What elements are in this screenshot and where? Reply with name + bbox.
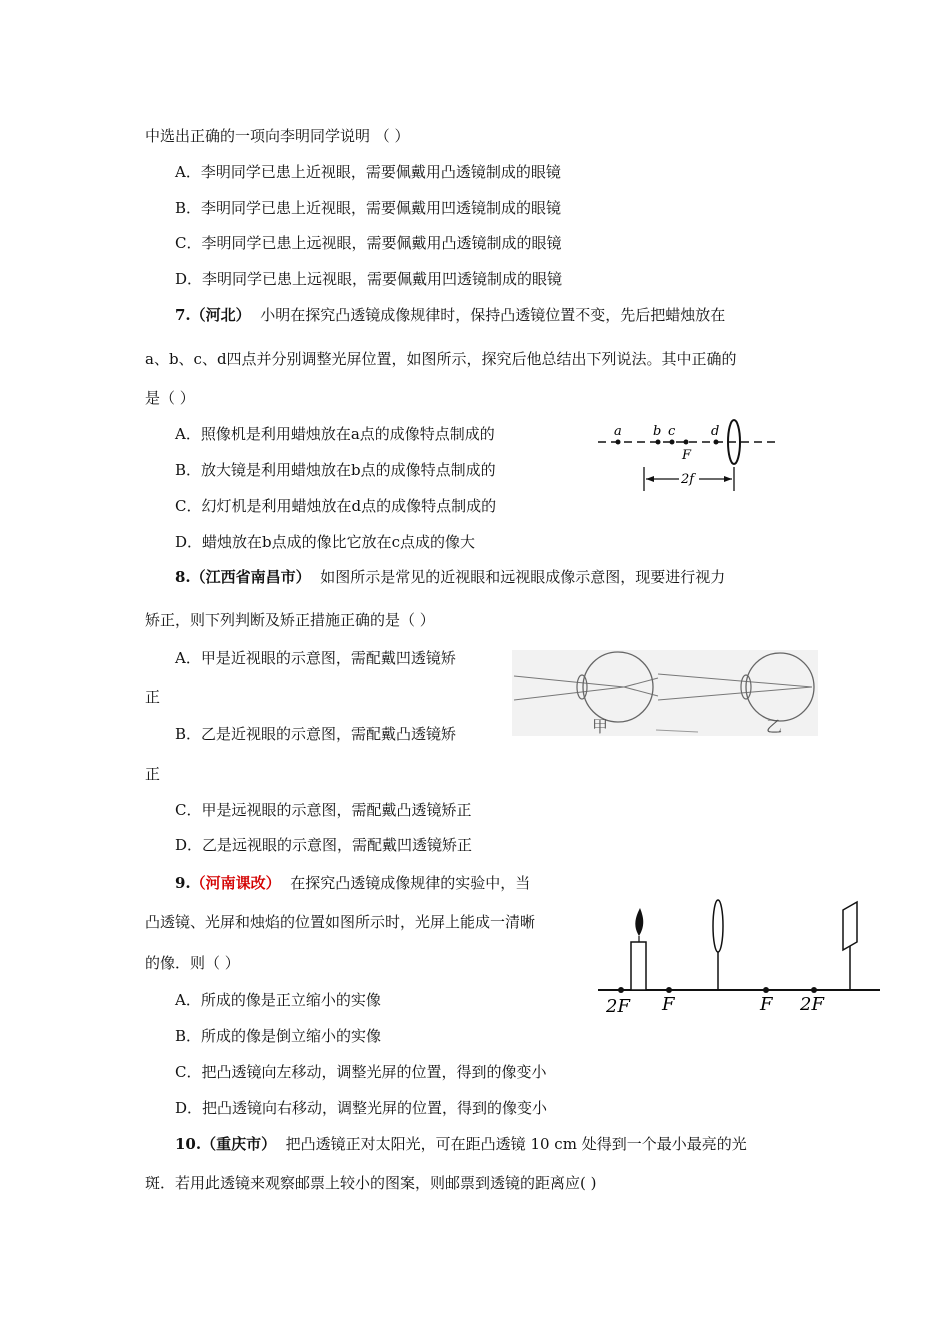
q7-stem-line3: 是（ ）	[145, 389, 195, 407]
q10-stem-line1	[175, 1134, 747, 1154]
q9-screen	[843, 902, 857, 950]
q7-point-b-dot	[656, 440, 661, 445]
q6-option-d: D．李明同学已患上远视眼，需要佩戴用凹透镜制成的眼镜	[175, 270, 563, 288]
q8-option-d: D．乙是远视眼的示意图，需配戴凹透镜矫正	[175, 836, 473, 854]
q8-option-a-line2: 正	[145, 688, 161, 706]
q9-option-b: B．所成的像是倒立缩小的实像	[175, 1027, 382, 1045]
q9-option-d: D．把凸透镜向右移动，调整光屏的位置，得到的像变小	[175, 1099, 548, 1117]
q7-label-focus: F	[682, 448, 692, 463]
q7-label-d: d	[711, 424, 720, 439]
q9-option-c: C．把凸透镜向左移动，调整光屏的位置，得到的像变小	[175, 1063, 547, 1081]
q9-number: 9.	[175, 874, 191, 892]
q7-point-d-dot	[714, 440, 719, 445]
q6-option-a: A．李明同学已患上近视眼，需要佩戴用凸透镜制成的眼镜	[175, 163, 561, 181]
q7-point-a-dot	[616, 440, 621, 445]
q7-label-c: c	[668, 424, 676, 439]
q7-stem-line2: a、b、c、d四点并分别调整光屏位置，如图所示，探究后他总结出下列说法。其中正确的	[145, 350, 737, 368]
q10-stem-text: 把凸透镜正对太阳光，可在距凸透镜 10 cm 处得到一个最小最亮的光	[285, 1135, 747, 1153]
q9-stem-line1	[175, 873, 530, 893]
q9-mark-2f-right: 2F	[800, 994, 824, 1015]
q7-stem-text: 小明在探究凸透镜成像规律时，保持凸透镜位置不变，先后把蜡烛放在	[260, 306, 726, 324]
q8-option-a-line1: A．甲是近视眼的示意图，需配戴凹透镜矫	[175, 649, 456, 667]
q7-figure	[590, 415, 790, 500]
q9-lens	[713, 900, 723, 952]
q9-mark-f-left: F	[662, 994, 675, 1015]
q7-point-f-dot	[684, 440, 689, 445]
q8-stem-line1	[175, 567, 725, 587]
q10-stem-line2: 斑．若用此透镜来观察邮票上较小的图案，则邮票到透镜的距离应( )	[145, 1174, 597, 1192]
q6-option-c: C．李明同学已患上远视眼，需要佩戴用凸透镜制成的眼镜	[175, 234, 562, 252]
q8-source: （江西省南昌市）	[190, 568, 311, 586]
q9-candle-flame	[635, 908, 643, 936]
q7-number: 7.	[175, 306, 191, 324]
q9-mark-2f-right-dot	[811, 987, 817, 993]
q8-option-b-line2: 正	[145, 765, 161, 783]
q10-source: （重庆市）	[201, 1135, 277, 1153]
q9-stem-text: 在探究凸透镜成像规律的实验中，当	[290, 874, 531, 892]
q9-figure	[590, 888, 885, 1020]
q7-point-c-dot	[670, 440, 675, 445]
q9-source: （河南课改）	[190, 874, 281, 892]
q7-option-c: C．幻灯机是利用蜡烛放在d点的成像特点制成的	[175, 497, 497, 515]
q9-mark-2f-left: 2F	[606, 996, 630, 1017]
q7-label-b: b	[653, 424, 662, 439]
q8-stem-line2: 矫正，则下列判断及矫正措施正确的是（ ）	[145, 611, 435, 629]
q7-option-a: A．照像机是利用蜡烛放在a点的成像特点制成的	[175, 425, 495, 443]
q8-option-c: C．甲是远视眼的示意图，需配戴凸透镜矫正	[175, 801, 472, 819]
q6-option-b: B．李明同学已患上近视眼，需要佩戴用凹透镜制成的眼镜	[175, 199, 562, 217]
q7-stem-line1	[175, 305, 725, 325]
q9-stem-line3: 的像．则（ ）	[145, 954, 240, 972]
q9-mark-f-right: F	[760, 994, 773, 1015]
q9-option-a: A．所成的像是正立缩小的实像	[175, 991, 381, 1009]
q10-number: 10.	[175, 1135, 202, 1153]
q8-label-right: 乙	[766, 717, 783, 736]
q8-figure	[512, 650, 818, 736]
q7-option-b: B．放大镜是利用蜡烛放在b点的成像特点制成的	[175, 461, 496, 479]
q7-option-d: D．蜡烛放在b点成的像比它放在c点成的像大	[175, 533, 476, 551]
q7-source: （河北）	[190, 306, 251, 324]
q8-option-b-line1: B．乙是近视眼的示意图，需配戴凸透镜矫	[175, 725, 457, 743]
q9-mark-f-left-dot	[666, 987, 672, 993]
q9-mark-2f-left-dot	[618, 987, 624, 993]
q8-number: 8.	[175, 568, 191, 586]
q6-stem-tail: 中选出正确的一项向李明同学说明 （ ）	[145, 127, 410, 145]
q7-label-distance: 2f	[681, 472, 695, 487]
q9-stem-line2: 凸透镜、光屏和烛焰的位置如图所示时，光屏上能成一清晰	[145, 913, 536, 931]
q8-label-left: 甲	[592, 717, 609, 736]
q9-candle	[631, 942, 646, 990]
q7-label-a: a	[614, 424, 622, 439]
q8-stem-text: 如图所示是常见的近视眼和远视眼成像示意图，现要进行视力	[320, 568, 726, 586]
q9-mark-f-right-dot	[763, 987, 769, 993]
